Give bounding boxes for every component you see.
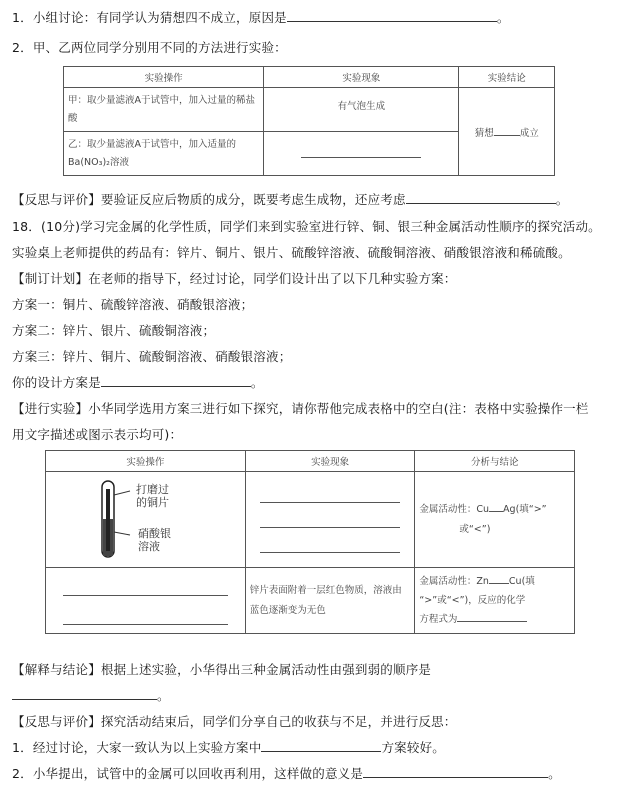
label-copper-plate xyxy=(136,483,169,509)
label-text: 溶液 xyxy=(138,539,160,553)
table-cell-operation: 乙：取少量滤液A于试管中，加入适量的Ba(NO₃)₂溶液 xyxy=(64,132,264,176)
question-1 xyxy=(12,8,510,26)
table-header: 实验操作 xyxy=(46,451,246,472)
label-text: 硝酸银 xyxy=(138,526,171,540)
answer-blank[interactable] xyxy=(406,192,556,204)
answer-blank[interactable] xyxy=(494,125,520,136)
table-header: 实验操作 xyxy=(64,67,264,88)
question-18: 18．(10分)学习完金属的化学性质，同学们来到实验室进行锌、铜、银三种金属活动性顺序的探究活动。 xyxy=(12,219,601,234)
reflection-item-text: 2．小华提出，试管中的金属可以回收再利用，这样做的意义是 xyxy=(12,766,364,781)
table-cell-phenomenon: 有气泡生成 xyxy=(264,88,459,132)
reagents-line: 实验桌上老师提供的药品有：锌片、铜片、银片、硫酸锌溶液、硫酸铜溶液、硝酸银溶液和稀硫酸。 xyxy=(12,245,571,260)
table-header: 分析与结论 xyxy=(415,451,575,472)
answer-blank[interactable] xyxy=(489,501,503,512)
table-cell-phenomenon: 锌片表面附着一层红色物质，溶液由蓝色逐渐变为无色 xyxy=(245,568,415,634)
answer-blank[interactable] xyxy=(12,688,157,700)
label-silver-nitrate xyxy=(138,527,171,553)
table-cell-operation xyxy=(46,472,246,568)
experiment-table-1 xyxy=(63,66,555,176)
table-cell-phenomenon xyxy=(264,132,459,176)
conclusion-text: 金属活动性：Zn xyxy=(419,576,489,587)
answer-blank[interactable] xyxy=(260,492,400,503)
period: 。 xyxy=(496,10,510,25)
label-text: 的铜片 xyxy=(136,495,169,509)
table-cell-operation xyxy=(46,568,246,634)
reflection-1 xyxy=(12,190,568,208)
period: 。 xyxy=(555,192,569,207)
conclusion-text: 猜想 xyxy=(474,127,494,139)
period: 。 xyxy=(250,375,264,390)
reflection-item-2 xyxy=(12,764,561,782)
reflection-text: 【反思与评价】要验证反应后物质的成分，既要考虑生成物，还应考虑 xyxy=(12,192,406,207)
table-cell-conclusion xyxy=(459,88,555,176)
answer-blank[interactable] xyxy=(489,573,509,584)
plan-heading: 【制订计划】在老师的指导下，经过讨论，同学们设计出了以下几种实验方案： xyxy=(12,271,457,286)
table-header: 实验结论 xyxy=(459,67,555,88)
answer-blank[interactable] xyxy=(261,740,381,752)
conclusion-text: Ag(填“>” xyxy=(503,503,547,515)
reflection-2: 【反思与评价】探究活动结束后，同学们分享自己的收获与不足，并进行反思： xyxy=(12,714,457,729)
conclusion-text: 金属活动性：Cu xyxy=(419,503,490,515)
scheme-1: 方案一：铜片、硫酸锌溶液、硝酸银溶液； xyxy=(12,297,254,312)
table-cell-conclusion xyxy=(415,472,575,568)
table-cell-phenomenon xyxy=(245,472,415,568)
scheme-2: 方案二：锌片、银片、硫酸铜溶液； xyxy=(12,323,216,338)
table-cell-operation: 甲：取少量滤液A于试管中，加入过量的稀盐酸 xyxy=(64,88,264,132)
answer-blank[interactable] xyxy=(101,375,251,387)
answer-blank[interactable] xyxy=(287,10,497,22)
period: 。 xyxy=(157,688,170,703)
experiment-table-2 xyxy=(45,450,575,634)
question-1-text: 1．小组讨论：有同学认为猜想四不成立，原因是 xyxy=(12,10,287,25)
experiment-line-1: 【进行实验】小华同学选用方案三进行如下探究，请你帮他完成表格中的空白(注：表格中实验操作一栏 xyxy=(12,401,589,416)
reflection-item-1 xyxy=(12,738,445,756)
explain-line: 【解释与结论】根据上述实验，小华得出三种金属活动性由强到弱的顺序是 xyxy=(12,662,432,677)
scheme-3: 方案三：锌片、铜片、硫酸铜溶液、硝酸银溶液； xyxy=(12,349,292,364)
conclusion-text: 方程式为 xyxy=(419,614,458,625)
conclusion-text: Cu(填 xyxy=(508,576,535,587)
conclusion-text: 或“<”) xyxy=(459,523,491,535)
answer-blank[interactable] xyxy=(260,542,400,553)
reflection-item-text: 1．经过讨论，大家一致认为以上实验方案中 xyxy=(12,740,262,755)
your-plan-text: 你的设计方案是 xyxy=(12,375,101,390)
table-header: 实验现象 xyxy=(245,451,415,472)
answer-blank[interactable] xyxy=(457,611,527,622)
period: 。 xyxy=(548,766,561,781)
answer-blank[interactable] xyxy=(63,614,228,625)
answer-blank[interactable] xyxy=(301,147,421,158)
table-cell-conclusion xyxy=(415,568,575,634)
conclusion-text: 成立 xyxy=(519,127,539,139)
answer-blank[interactable] xyxy=(63,585,228,596)
test-tube-diagram xyxy=(50,477,241,563)
answer-blank[interactable] xyxy=(260,517,400,528)
question-2: 2．甲、乙两位同学分别用不同的方法进行实验： xyxy=(12,40,287,55)
experiment-line-2: 用文字描述或图示表示均可)： xyxy=(12,427,183,442)
explain-answer xyxy=(12,686,170,704)
your-plan xyxy=(12,373,264,391)
answer-blank[interactable] xyxy=(363,766,548,778)
label-text: 打磨过 xyxy=(136,482,169,496)
reflection-item-text: 方案较好。 xyxy=(381,740,445,755)
conclusion-text: “>”或“<”)，反应的化学 xyxy=(419,595,526,606)
table-header: 实验现象 xyxy=(264,67,459,88)
